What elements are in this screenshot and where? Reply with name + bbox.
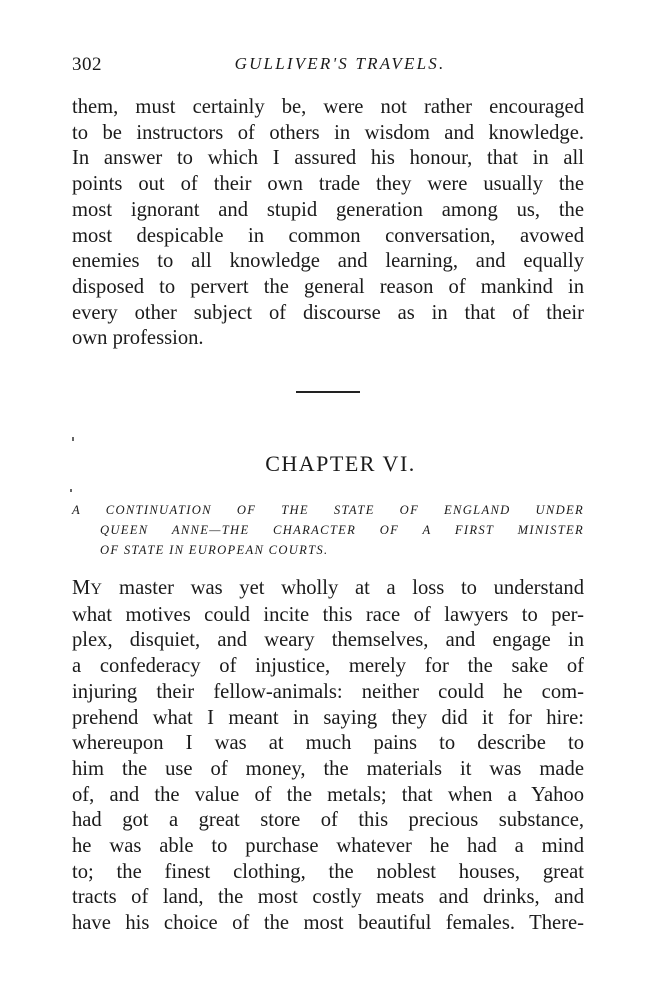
text-line: had got a great store of this precious substance, xyxy=(72,809,584,832)
summary-line: OF STATE IN EUROPEAN COURTS. xyxy=(100,543,329,557)
text-line: most ignorant and stupid generation among us, the xyxy=(72,198,584,221)
text-line: every other subject of discourse as in that of their xyxy=(72,301,584,324)
text-line: injuring their fellow-animals: neither could he com- xyxy=(72,680,584,703)
section-divider xyxy=(296,391,360,393)
text-line: most despicable in common conversation, avowed xyxy=(72,224,584,247)
chapter-summary xyxy=(72,500,584,560)
margin-speck xyxy=(72,437,74,441)
summary-line: A CONTINUATION OF THE STATE OF ENGLAND UNDER xyxy=(72,503,584,517)
text-line: to; the finest clothing, the noblest houses, great xyxy=(72,860,584,883)
initial-smallcap: Y xyxy=(90,581,103,598)
text-line: prehend what I meant in saying they did it for hire: xyxy=(72,706,584,729)
text-line: whereupon I was at much pains to describe to xyxy=(72,732,584,755)
running-title: GULLIVER'S TRAVELS. xyxy=(234,54,446,73)
margin-speck xyxy=(70,489,72,492)
page-header xyxy=(72,54,584,80)
text-line: what motives could incite this race of lawyers to per- xyxy=(72,603,584,626)
text-line: tracts of land, the most costly meats and drinks, and xyxy=(72,886,584,909)
summary-line: QUEEN ANNE—THE CHARACTER OF A FIRST MINISTER xyxy=(100,523,584,537)
initial-letter: M xyxy=(72,577,91,599)
text-line: to be instructors of others in wisdom and knowledge. xyxy=(72,121,584,144)
text-line: them, must certainly be, were not rather encouraged xyxy=(72,96,584,118)
text-line: of, and the value of the metals; that when a Yahoo xyxy=(72,783,584,806)
continued-paragraph xyxy=(72,95,584,352)
text-line: In answer to which I assured his honour, that in all xyxy=(72,147,584,170)
text-line: own profession. xyxy=(72,327,204,350)
text-line: he was able to purchase whatever he had a mind xyxy=(72,835,584,858)
page-number: 302 xyxy=(72,54,102,75)
text-line: have his choice of the most beautiful females. There- xyxy=(72,912,584,935)
text-line: disposed to pervert the general reason of mankind in xyxy=(72,275,584,298)
first-line-text: master was yet wholly at a loss to understand xyxy=(102,577,584,599)
text-line: plex, disquiet, and weary themselves, and engage in xyxy=(72,629,584,652)
text-line: him the use of money, the materials it was made xyxy=(72,757,584,780)
text-line-first xyxy=(72,576,584,603)
chapter-title: CHAPTER VI. xyxy=(265,451,416,476)
main-paragraph xyxy=(72,576,584,937)
text-line: points out of their own trade they were usually the xyxy=(72,173,584,196)
text-line: a confederacy of injustice, merely for the sake of xyxy=(72,655,584,678)
text-line: enemies to all knowledge and learning, and equally xyxy=(72,250,584,273)
